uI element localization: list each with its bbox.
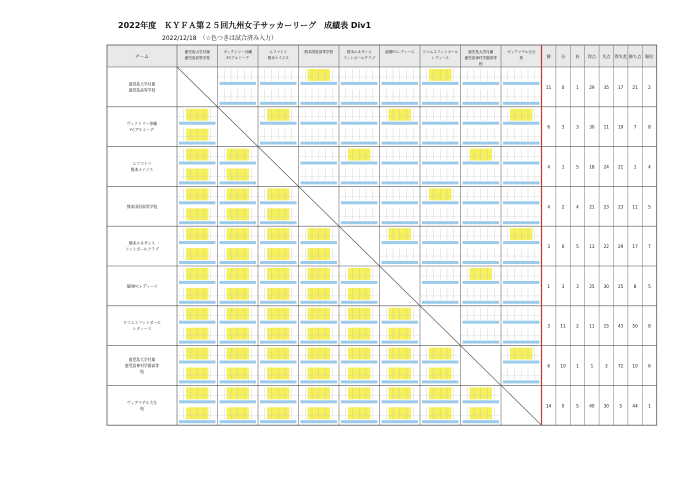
- header-opponent-1: ヴィクトリー沖縄: [223, 50, 253, 54]
- round-bar: [341, 181, 378, 184]
- round-bar: [463, 201, 500, 204]
- page-subtitle: 2022/12/18 （☆色つきは試合済み入力）: [162, 35, 277, 42]
- round-bar: [382, 261, 419, 264]
- round-bar: [422, 82, 459, 85]
- round-bar: [422, 122, 459, 125]
- row-stat-3: 29: [589, 84, 595, 90]
- round-bar: [301, 420, 338, 423]
- row-stat-1: 0: [561, 403, 565, 409]
- row-stat-0: 4: [547, 164, 551, 170]
- row-stat-0: 14: [546, 403, 552, 409]
- round-bar: [260, 241, 297, 244]
- round-bar: [220, 281, 257, 284]
- round-bar: [503, 241, 540, 244]
- round-bar: [503, 122, 540, 125]
- row-team-name: 熊本ルネサンス: [128, 240, 156, 246]
- round-bar: [503, 201, 540, 204]
- row-stat-3: 18: [589, 164, 595, 170]
- header-opponent-7: 鹿児島大学付属: [468, 50, 494, 54]
- header-opponent-6: ワコムスフットボール: [422, 50, 459, 54]
- row-stat-7: 6: [648, 363, 651, 369]
- round-bar: [382, 341, 419, 344]
- round-bar: [220, 261, 257, 264]
- round-bar: [463, 102, 500, 105]
- round-bar: [503, 221, 540, 224]
- round-bar: [503, 341, 540, 344]
- row-stat-7: 5: [648, 204, 651, 210]
- row-stat-7: 1: [648, 403, 651, 409]
- row-stat-3: 11: [589, 323, 595, 329]
- row-team-name: 鹿児島大学付属: [128, 81, 156, 87]
- round-bar: [179, 181, 216, 184]
- round-bar: [382, 420, 419, 423]
- round-bar: [179, 122, 216, 125]
- row-stat-2: 1: [576, 84, 579, 90]
- row-stat-5: 72: [618, 363, 624, 369]
- header-opponent-0: 鹿児島高等学校: [184, 56, 210, 60]
- round-bar: [260, 221, 297, 224]
- round-bar: [382, 201, 419, 204]
- round-bar: [341, 82, 378, 85]
- round-bar: [341, 281, 378, 284]
- row-stat-2: 2: [576, 323, 579, 329]
- page-title: 2022年度 ＫＹＦＡ第２５回九州女子サッカーリーグ 成績表 Div1: [118, 21, 372, 30]
- round-bar: [179, 301, 216, 304]
- round-bar: [341, 162, 378, 165]
- round-bar: [341, 361, 378, 364]
- round-bar: [179, 341, 216, 344]
- row-team-name: ヴィアマテル大分: [127, 399, 157, 405]
- round-bar: [382, 361, 419, 364]
- row-stat-2: 3: [576, 124, 579, 130]
- row-stat-6: 8: [633, 283, 637, 289]
- row-stat-0: 6: [547, 363, 551, 369]
- header-opponent-8: ヴィアマテル大分: [507, 50, 536, 54]
- round-bar: [220, 241, 257, 244]
- round-bar: [503, 162, 540, 165]
- round-bar: [301, 122, 338, 125]
- row-stat-5: 25: [618, 283, 624, 289]
- round-bar: [463, 301, 500, 304]
- row-team-name: 熊本国府高等学校: [126, 203, 158, 209]
- round-bar: [382, 400, 419, 403]
- round-bar: [260, 82, 297, 85]
- header-stat-7: 順位: [645, 54, 654, 59]
- round-bar: [260, 380, 297, 383]
- round-bar: [179, 380, 216, 383]
- round-bar: [463, 181, 500, 184]
- row-team-name: レディース: [132, 326, 152, 332]
- round-bar: [341, 102, 378, 105]
- row-stat-7: 5: [648, 283, 651, 289]
- row-team-name: エフマトリ: [132, 161, 152, 166]
- round-bar: [260, 122, 297, 125]
- round-bar: [463, 241, 500, 244]
- round-bar: [301, 341, 338, 344]
- row-team-name: 鹿児島神村学園高等: [124, 363, 160, 368]
- round-bar: [301, 321, 338, 324]
- round-bar: [503, 181, 540, 184]
- row-stat-2: 5: [576, 403, 579, 409]
- round-bar: [179, 162, 216, 165]
- round-bar: [422, 201, 459, 204]
- round-bar: [220, 201, 257, 204]
- round-bar: [463, 281, 500, 284]
- round-bar: [422, 400, 459, 403]
- round-bar: [463, 142, 500, 145]
- row-stat-4: 35: [603, 84, 609, 90]
- round-bar: [422, 241, 459, 244]
- round-bar: [382, 82, 419, 85]
- round-bar: [422, 380, 459, 383]
- round-bar: [341, 142, 378, 145]
- row-stat-2: 5: [576, 244, 579, 250]
- round-bar: [301, 361, 338, 364]
- round-bar: [179, 261, 216, 264]
- round-bar: [341, 301, 378, 304]
- round-bar: [382, 221, 419, 224]
- round-bar: [341, 201, 378, 204]
- header-stat-1: 分: [560, 54, 566, 59]
- round-bar: [503, 102, 540, 105]
- round-bar: [382, 102, 419, 105]
- row-stat-1: 11: [560, 323, 566, 329]
- row-stat-5: 17: [618, 84, 624, 90]
- round-bar: [503, 261, 540, 264]
- row-stat-4: 23: [603, 204, 609, 210]
- row-team-name: 校: [140, 405, 144, 411]
- round-bar: [341, 341, 378, 344]
- round-bar: [463, 122, 500, 125]
- round-bar: [220, 102, 257, 105]
- round-bar: [463, 261, 500, 264]
- row-team-name: 鹿児島高等学校: [128, 87, 156, 93]
- round-bar: [301, 281, 338, 284]
- header-stat-2: 負: [575, 54, 580, 59]
- round-bar: [503, 281, 540, 284]
- round-bar: [260, 201, 297, 204]
- row-stat-0: 11: [546, 84, 552, 90]
- row-stat-6: 10: [632, 363, 638, 369]
- header-team: チーム: [135, 55, 149, 60]
- round-bar: [341, 380, 378, 383]
- row-stat-7: 7: [648, 244, 651, 250]
- row-stat-6: 21: [632, 84, 638, 90]
- row-stat-0: 3: [547, 244, 551, 250]
- round-bar: [179, 321, 216, 324]
- round-bar: [260, 261, 297, 264]
- row-stat-3: 25: [589, 283, 595, 289]
- round-bar: [179, 361, 216, 364]
- round-bar: [301, 102, 338, 105]
- round-bar: [422, 102, 459, 105]
- round-bar: [301, 82, 338, 85]
- round-bar: [220, 341, 257, 344]
- round-bar: [301, 301, 338, 304]
- round-bar: [382, 380, 419, 383]
- row-stat-6: 11: [632, 204, 638, 210]
- header-opponent-8: 校: [519, 56, 524, 60]
- round-bar: [422, 361, 459, 364]
- row-stat-1: 1: [561, 164, 565, 170]
- round-bar: [260, 301, 297, 304]
- round-bar: [341, 420, 378, 423]
- row-team-name: フットボールクラブ: [125, 246, 159, 252]
- round-bar: [220, 420, 257, 423]
- round-bar: [463, 221, 500, 224]
- round-bar: [260, 142, 297, 145]
- round-bar: [503, 142, 540, 145]
- round-bar: [179, 221, 216, 224]
- header-opponent-3: 熊本国府高等学校: [304, 50, 334, 54]
- round-bar: [301, 142, 338, 145]
- row-stat-4: 3: [604, 363, 608, 369]
- row-stat-4: 11: [603, 124, 609, 130]
- header-stat-3: 得点: [587, 54, 597, 59]
- row-team-name: FCアルミーデ: [130, 127, 154, 133]
- header-opponent-5: 福岡FCレディース: [385, 50, 415, 54]
- round-bar: [179, 201, 216, 204]
- row-stat-4: 22: [603, 244, 609, 250]
- round-bar: [179, 142, 216, 145]
- header-opponent-1: FCアルミーデ: [226, 56, 249, 60]
- row-stat-1: 6: [561, 244, 565, 250]
- round-bar: [301, 400, 338, 403]
- row-stat-6: 7: [633, 124, 637, 130]
- row-stat-3: 40: [589, 403, 595, 409]
- row-stat-5: 29: [618, 244, 624, 250]
- row-stat-4: 24: [603, 164, 609, 170]
- header-stat-5: 得失差: [614, 54, 627, 59]
- round-bar: [341, 321, 378, 324]
- round-bar: [260, 361, 297, 364]
- round-bar: [301, 181, 338, 184]
- row-stat-6: 1: [633, 164, 637, 170]
- round-bar: [422, 420, 459, 423]
- header-stat-4: 失点: [602, 54, 611, 59]
- round-bar: [220, 301, 257, 304]
- round-bar: [220, 380, 257, 383]
- round-bar: [422, 261, 459, 264]
- round-bar: [260, 420, 297, 423]
- round-bar: [220, 400, 257, 403]
- round-bar: [260, 400, 297, 403]
- round-bar: [463, 341, 500, 344]
- row-stat-4: 30: [603, 283, 609, 289]
- row-stat-3: 30: [589, 124, 595, 130]
- row-team-name: 校: [140, 369, 144, 374]
- row-stat-7: 8: [648, 124, 651, 130]
- round-bar: [179, 281, 216, 284]
- round-bar: [301, 241, 338, 244]
- round-bar: [260, 281, 297, 284]
- row-stat-2: 1: [576, 363, 579, 369]
- row-stat-6: 44: [632, 403, 638, 409]
- round-bar: [503, 361, 540, 364]
- row-stat-5: 5: [619, 403, 623, 409]
- round-bar: [382, 162, 419, 165]
- row-stat-7: 2: [648, 84, 651, 90]
- header-opponent-7: 校: [478, 62, 483, 66]
- round-bar: [301, 162, 338, 165]
- round-bar: [179, 241, 216, 244]
- row-stat-5: 21: [618, 164, 624, 170]
- row-stat-5: 43: [618, 323, 624, 329]
- row-stat-6: 50: [632, 323, 638, 329]
- header-stat-6: 勝ち点: [628, 54, 642, 59]
- round-bar: [422, 221, 459, 224]
- row-stat-5: 23: [618, 204, 624, 210]
- row-stat-1: 2: [561, 204, 565, 210]
- row-stat-2: 4: [576, 204, 579, 210]
- row-team-name: ワコムスフットボール: [123, 320, 161, 326]
- round-bar: [220, 221, 257, 224]
- header-opponent-6: レディース: [431, 56, 450, 60]
- round-bar: [301, 261, 338, 264]
- round-bar: [422, 281, 459, 284]
- round-bar: [220, 162, 257, 165]
- round-bar: [422, 142, 459, 145]
- header-opponent-7: 鹿児島神村学園高等: [464, 56, 497, 60]
- round-bar: [341, 122, 378, 125]
- row-stat-3: 21: [589, 204, 595, 210]
- row-stat-4: 15: [603, 323, 609, 329]
- round-bar: [463, 420, 500, 423]
- round-bar: [220, 361, 257, 364]
- row-stat-3: 13: [589, 244, 595, 250]
- header-opponent-4: フットボールクラブ: [343, 56, 376, 60]
- round-bar: [382, 241, 419, 244]
- header-opponent-0: 鹿児島大学付属: [184, 50, 210, 54]
- round-bar: [179, 400, 216, 403]
- round-bar: [382, 321, 419, 324]
- round-bar: [260, 321, 297, 324]
- row-stat-6: 17: [632, 244, 638, 250]
- row-stat-5: 19: [618, 124, 624, 130]
- header-opponent-2: 熊本ナイジス: [267, 56, 289, 60]
- round-bar: [301, 380, 338, 383]
- row-stat-2: 3: [576, 283, 579, 289]
- round-bar: [382, 181, 419, 184]
- round-bar: [463, 162, 500, 165]
- round-bar: [341, 400, 378, 403]
- round-bar: [179, 420, 216, 423]
- round-bar: [503, 82, 540, 85]
- round-bar: [382, 122, 419, 125]
- row-stat-1: 10: [560, 363, 566, 369]
- row-stat-1: 0: [561, 84, 565, 90]
- round-bar: [503, 321, 540, 324]
- round-bar: [503, 301, 540, 304]
- round-bar: [260, 341, 297, 344]
- row-stat-7: 4: [648, 164, 651, 170]
- row-stat-1: 3: [561, 283, 565, 289]
- row-stat-4: 30: [603, 403, 609, 409]
- round-bar: [260, 102, 297, 105]
- row-team-name: 熊本ナイジス: [130, 167, 154, 172]
- row-stat-3: 1: [590, 363, 594, 369]
- row-stat-0: 1: [547, 283, 551, 289]
- round-bar: [422, 162, 459, 165]
- row-team-name: 鹿児島大学付属: [128, 357, 156, 362]
- row-stat-7: 8: [648, 323, 651, 329]
- header-stat-0: 勝: [546, 54, 551, 59]
- row-stat-0: 4: [547, 204, 551, 210]
- round-bar: [220, 321, 257, 324]
- round-bar: [463, 321, 500, 324]
- round-bar: [463, 82, 500, 85]
- round-bar: [220, 82, 257, 85]
- header-opponent-4: 熊本ルネサンス: [346, 50, 372, 54]
- round-bar: [422, 301, 459, 304]
- round-bar: [463, 400, 500, 403]
- round-bar: [220, 181, 257, 184]
- round-bar: [422, 181, 459, 184]
- row-stat-1: 3: [561, 124, 565, 130]
- row-team-name: 福岡FCレディース: [126, 283, 158, 289]
- round-bar: [341, 221, 378, 224]
- header-opponent-2: エフマトリ: [269, 50, 288, 54]
- round-bar: [382, 142, 419, 145]
- round-bar: [503, 380, 540, 383]
- row-team-name: ヴィクトリー沖縄: [126, 121, 158, 127]
- row-stat-0: 3: [547, 323, 551, 329]
- row-stat-2: 5: [576, 164, 579, 170]
- row-stat-0: 6: [547, 124, 551, 130]
